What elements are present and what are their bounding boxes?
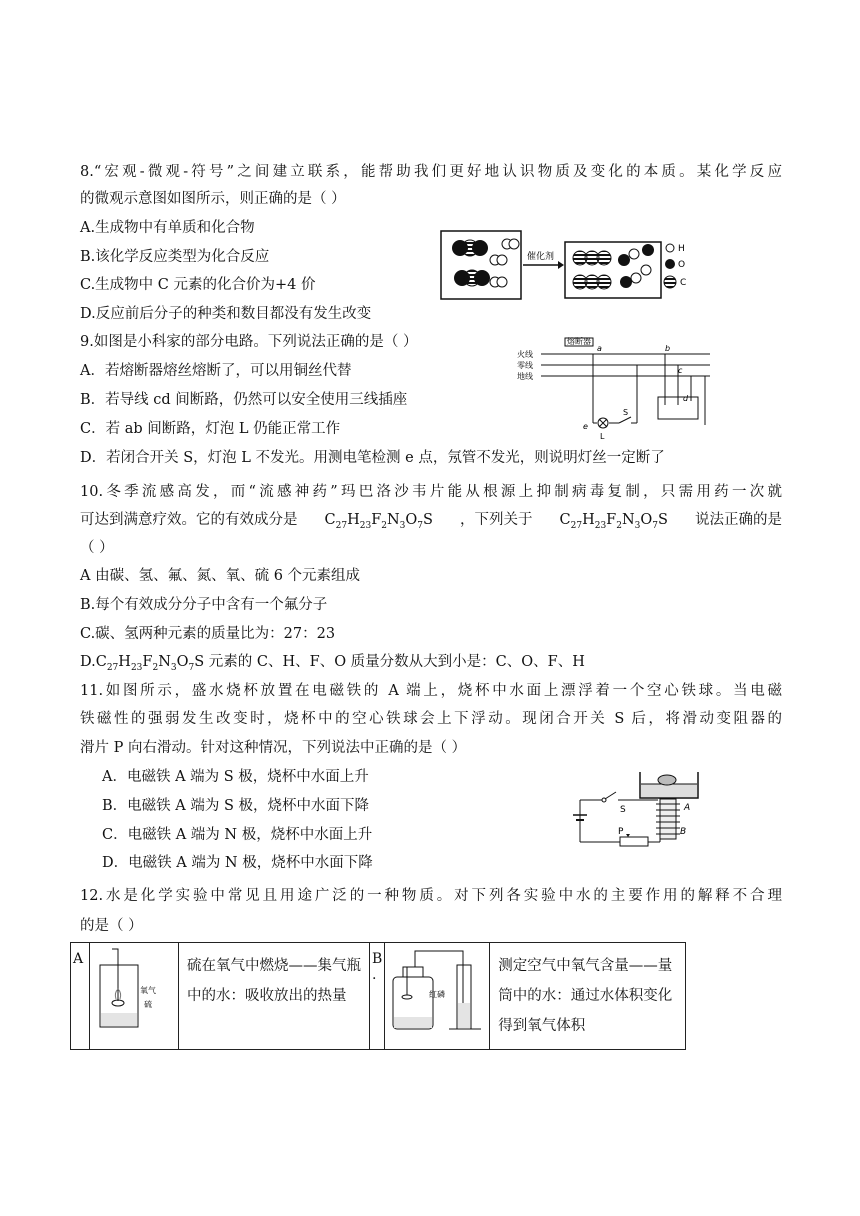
q11-option-d: D．电磁铁 A 端为 N 极，烧杯中水面下降 [102, 855, 373, 871]
q11-stem-line2: 铁磁性的强弱发生改变时，烧杯中的空心铁球会上下浮动。现闭合开关 S 后，将滑动变阻器的 [80, 711, 782, 727]
q10-option-b: B.每个有效成分分子中含有一个氟分子 [80, 597, 328, 613]
q9-option-b: B．若导线 cd 间断路，仍然可以安全使用三线插座 [80, 392, 408, 408]
svg-text:熔断器: 熔断器 [567, 337, 591, 346]
svg-text:d: d [683, 394, 689, 403]
q8-option-a: A.生成物中有单质和化合物 [80, 220, 255, 236]
q10-option-a: A 由碳、氢、氟、氮、氧、硫 6 个元素组成 [80, 568, 361, 584]
q12-option-a-figure [90, 943, 179, 1050]
q8-stem-line2: 的微观示意图如图所示，则正确的是（ ） [80, 191, 346, 207]
q8-reaction-diagram [440, 230, 705, 302]
q12-option-b-figure [385, 943, 490, 1050]
svg-text:H: H [678, 244, 685, 254]
svg-text:B: B [680, 827, 687, 837]
q12-options-table [70, 942, 686, 1050]
q12-option-a-tag: A [71, 943, 90, 1050]
svg-text:c: c [678, 366, 683, 375]
svg-text:地线: 地线 [517, 372, 533, 381]
q10-option-c: C.碳、氢两种元素的质量比为：27：23 [80, 626, 336, 642]
svg-text:A: A [684, 803, 691, 813]
q10-formula-1: $C_{27}H_{23}F_2N_3O_7S$ [324, 512, 433, 531]
svg-text:O: O [678, 260, 686, 270]
svg-text:红磷: 红磷 [429, 990, 446, 999]
svg-text:b: b [665, 344, 671, 353]
q8-option-c: C.生成物中 C 元素的化合价为+4 价 [80, 277, 316, 293]
svg-text:氧气: 氧气 [140, 986, 156, 995]
q12-option-b-text: 测定空气中氧气含量——量筒中的水：通过水体积变化得到氧气体积 [490, 943, 686, 1050]
product-molecules [573, 244, 654, 289]
q11-option-a: A．电磁铁 A 端为 S 极，烧杯中水面上升 [102, 769, 369, 785]
catalyst-label: 催化剂 [527, 252, 555, 262]
q8-stem-line1: 8.“宏观-微观-符号”之间建立联系，能帮助我们更好地认识物质及变化的本质。某化学反应 [80, 164, 782, 180]
svg-text:C: C [680, 278, 687, 288]
q12-stem-line2: 的是（ ） [80, 918, 143, 934]
svg-text:P: P [618, 827, 624, 837]
q10-stem-line2 [80, 510, 782, 536]
reactant-molecules [452, 239, 519, 287]
q10-stem-line2-pre: 可达到满意疗效。它的有效成分是 [80, 512, 298, 528]
q10-stem-line3: （ ） [80, 540, 114, 556]
q10-formula-2: $C_{27}H_{23}F_2N_3O_7S$ [559, 512, 668, 531]
q10-stem-line1: 10.冬季流感高发，而“流感神药”玛巴洛沙韦片能从根源上抑制病毒复制，只需用药一次就 [80, 484, 782, 500]
q12-option-a-text: 硫在氧气中燃烧——集气瓶中的水：吸收放出的热量 [179, 943, 370, 1050]
q11-option-c: C．电磁铁 A 端为 N 极，烧杯中水面上升 [102, 827, 373, 843]
q10-stem-line2-mid: ，下列关于 [459, 512, 533, 528]
svg-text:S: S [623, 408, 629, 417]
q9-option-d: D．若闭合开关 S，灯泡 L 不发光。用测电笔检测 e 点，氖管不发光，则说明灯丝一定断了 [80, 450, 665, 466]
q11-stem-line1: 11.如图所示，盛水烧杯放置在电磁铁的 A 端上，烧杯中水面上漂浮着一个空心铁球。当电磁 [80, 683, 782, 699]
legend [664, 244, 686, 288]
q10-formula-3: $C_{27}H_{23}F_2N_3O_7S$ [95, 654, 205, 673]
q12-option-b-tag: B . [370, 943, 385, 1050]
svg-text:e: e [583, 422, 588, 431]
svg-text:硫: 硫 [144, 1000, 152, 1009]
q11-stem-line3: 滑片 P 向右滑动。针对这种情况，下列说法中正确的是（ ） [80, 740, 467, 756]
q11-electromagnet-diagram [570, 770, 705, 852]
q9-option-c: C．若 ab 间断路，灯泡 L 仍能正常工作 [80, 421, 341, 437]
svg-text:火线: 火线 [517, 350, 533, 359]
q11-option-b: B．电磁铁 A 端为 S 极，烧杯中水面下降 [102, 798, 369, 814]
svg-text:零线: 零线 [517, 361, 533, 370]
svg-text:L: L [600, 432, 605, 441]
q10-option-d: $D.C_{27}H_{23}F_2N_3O_7S$ 元素的 C、H、F、O 质量分数从大到小是：C、O、F、H [80, 654, 585, 673]
q8-option-d: D.反应前后分子的种类和数目都没有发生改变 [80, 306, 372, 322]
q9-circuit-diagram [515, 335, 720, 443]
q8-option-b: B.该化学反应类型为化合反应 [80, 249, 270, 265]
q10-stem-line2-post: 说法正确的是 [694, 512, 782, 528]
q9-stem: 9.如图是小科家的部分电路。下列说法正确的是（ ） [80, 334, 418, 350]
q12-stem-line1: 12.水是化学实验中常见且用途广泛的一种物质。对下列各实验中水的主要作用的解释不合理 [80, 888, 782, 904]
svg-text:a: a [597, 344, 602, 353]
svg-text:S: S [620, 805, 626, 815]
q9-option-a: A．若熔断器熔丝熔断了，可以用铜丝代替 [80, 363, 352, 379]
